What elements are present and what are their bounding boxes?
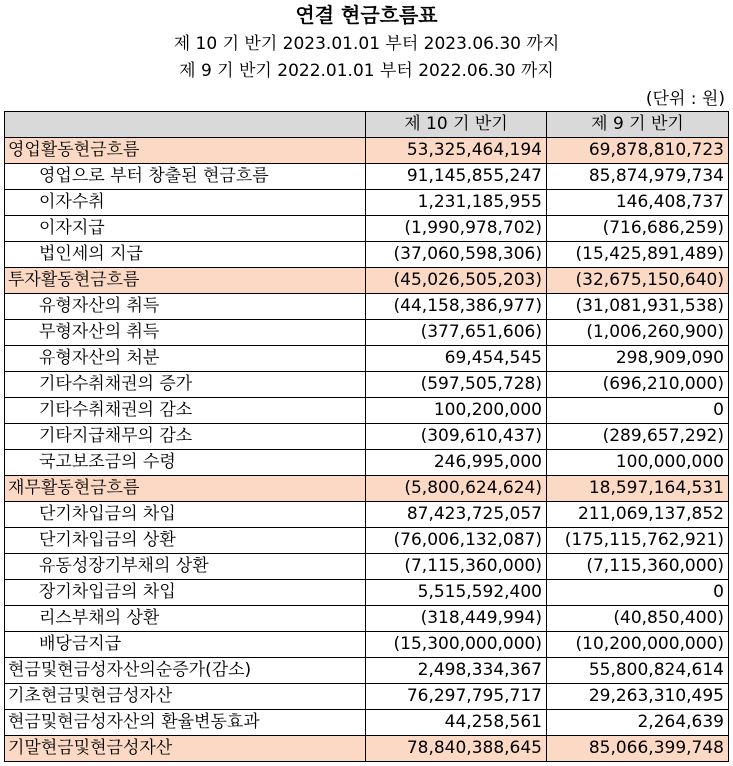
prior-period-amount: 100,000,000 — [547, 450, 729, 476]
header-current-period: 제 10 기 반기 — [366, 112, 547, 138]
prior-period-amount: 0 — [547, 398, 729, 424]
current-period-amount: (1,990,978,702) — [366, 216, 547, 242]
statement-title: 연결 현금흐름표 — [295, 3, 438, 27]
row-label: 영업으로 부터 창출된 현금흐름 — [5, 164, 366, 190]
prior-period-amount: 211,069,137,852 — [547, 502, 729, 528]
current-period-amount: (377,651,606) — [366, 320, 547, 346]
table-row — [5, 320, 729, 346]
current-period-amount: 91,145,855,247 — [366, 164, 547, 190]
prior-period-amount: (1,006,260,900) — [547, 320, 729, 346]
current-period-amount: 1,231,185,955 — [366, 190, 547, 216]
row-label: 리스부채의 상환 — [5, 606, 366, 632]
row-label: 투자활동현금흐름 — [5, 268, 366, 294]
prior-period-amount: 85,874,979,734 — [547, 164, 729, 190]
table-row — [5, 164, 729, 190]
table-row — [5, 658, 729, 684]
row-label: 국고보조금의 수령 — [5, 450, 366, 476]
prior-period-amount: (696,210,000) — [547, 372, 729, 398]
row-label: 기초현금및현금성자산 — [5, 684, 366, 710]
current-period-amount: 69,454,545 — [366, 346, 547, 372]
prior-period-amount: (32,675,150,640) — [547, 268, 729, 294]
row-label: 기타수취채권의 증가 — [5, 372, 366, 398]
period-prior: 제 9 기 반기 2022.01.01 부터 2022.06.30 까지 — [179, 61, 554, 81]
prior-period-amount: 0 — [547, 580, 729, 606]
prior-period-amount: (716,686,259) — [547, 216, 729, 242]
table-row — [5, 450, 729, 476]
current-period-amount: 100,200,000 — [366, 398, 547, 424]
prior-period-amount: (175,115,762,921) — [547, 528, 729, 554]
period-current: 제 10 기 반기 2023.01.01 부터 2023.06.30 까지 — [173, 34, 560, 54]
row-label: 영업활동현금흐름 — [5, 138, 366, 164]
current-period-amount: 5,515,592,400 — [366, 580, 547, 606]
section-row — [5, 138, 729, 164]
current-period-amount: 78,840,388,645 — [366, 736, 547, 762]
current-period-amount: 2,498,334,367 — [366, 658, 547, 684]
row-label: 장기차입금의 차입 — [5, 580, 366, 606]
prior-period-amount: (10,200,000,000) — [547, 632, 729, 658]
prior-period-amount: (15,425,891,489) — [547, 242, 729, 268]
current-period-amount: (44,158,386,977) — [366, 294, 547, 320]
header-row — [5, 112, 729, 138]
row-label: 현금및현금성자산의순증가(감소) — [5, 658, 366, 684]
current-period-amount: (37,060,598,306) — [366, 242, 547, 268]
prior-period-amount: 18,597,164,531 — [547, 476, 729, 502]
row-label: 현금및현금성자산의 환율변동효과 — [5, 710, 366, 736]
current-period-amount: (597,505,728) — [366, 372, 547, 398]
table-row — [5, 424, 729, 450]
current-period-amount: (45,026,505,203) — [366, 268, 547, 294]
prior-period-amount: 2,264,639 — [547, 710, 729, 736]
current-period-amount: (5,800,624,624) — [366, 476, 547, 502]
section-row — [5, 268, 729, 294]
table-row — [5, 398, 729, 424]
row-label: 단기차입금의 상환 — [5, 528, 366, 554]
row-label: 기말현금및현금성자산 — [5, 736, 366, 762]
row-label: 재무활동현금흐름 — [5, 476, 366, 502]
header-prior-period: 제 9 기 반기 — [547, 112, 729, 138]
table-row — [5, 372, 729, 398]
table-row — [5, 190, 729, 216]
table-row — [5, 684, 729, 710]
current-period-amount: (76,006,132,087) — [366, 528, 547, 554]
current-period-amount: 76,297,795,717 — [366, 684, 547, 710]
prior-period-amount: (31,081,931,538) — [547, 294, 729, 320]
cash-flow-table — [4, 111, 729, 762]
table-row — [5, 242, 729, 268]
row-label: 기타지급채무의 감소 — [5, 424, 366, 450]
table-body — [5, 138, 729, 762]
row-label: 유동성장기부채의 상환 — [5, 554, 366, 580]
current-period-amount: 53,325,464,194 — [366, 138, 547, 164]
table-row — [5, 502, 729, 528]
prior-period-amount: 55,800,824,614 — [547, 658, 729, 684]
table-row — [5, 632, 729, 658]
current-period-amount: (15,300,000,000) — [366, 632, 547, 658]
current-period-amount: (318,449,994) — [366, 606, 547, 632]
table-row — [5, 216, 729, 242]
row-label: 법인세의 지급 — [5, 242, 366, 268]
prior-period-amount: (40,850,400) — [547, 606, 729, 632]
section-row — [5, 736, 729, 762]
row-label: 단기차입금의 차입 — [5, 502, 366, 528]
table-row — [5, 294, 729, 320]
table-row — [5, 554, 729, 580]
current-period-amount: 246,995,000 — [366, 450, 547, 476]
current-period-amount: (7,115,360,000) — [366, 554, 547, 580]
row-label: 무형자산의 취득 — [5, 320, 366, 346]
table-row — [5, 580, 729, 606]
row-label: 유형자산의 취득 — [5, 294, 366, 320]
current-period-amount: (309,610,437) — [366, 424, 547, 450]
prior-period-amount: 29,263,310,495 — [547, 684, 729, 710]
prior-period-amount: 69,878,810,723 — [547, 138, 729, 164]
row-label: 이자수취 — [5, 190, 366, 216]
row-label: 기타수취채권의 감소 — [5, 398, 366, 424]
prior-period-amount: 298,909,090 — [547, 346, 729, 372]
row-label: 배당금지급 — [5, 632, 366, 658]
header-label-column — [5, 112, 366, 138]
prior-period-amount: 146,408,737 — [547, 190, 729, 216]
table-row — [5, 346, 729, 372]
table-row — [5, 606, 729, 632]
prior-period-amount: (289,657,292) — [547, 424, 729, 450]
prior-period-amount: 85,066,399,748 — [547, 736, 729, 762]
row-label: 이자지급 — [5, 216, 366, 242]
section-row — [5, 476, 729, 502]
table-row — [5, 710, 729, 736]
current-period-amount: 44,258,561 — [366, 710, 547, 736]
current-period-amount: 87,423,725,057 — [366, 502, 547, 528]
row-label: 유형자산의 처분 — [5, 346, 366, 372]
table-row — [5, 528, 729, 554]
unit-label: (단위 : 원) — [645, 89, 725, 109]
prior-period-amount: (7,115,360,000) — [547, 554, 729, 580]
